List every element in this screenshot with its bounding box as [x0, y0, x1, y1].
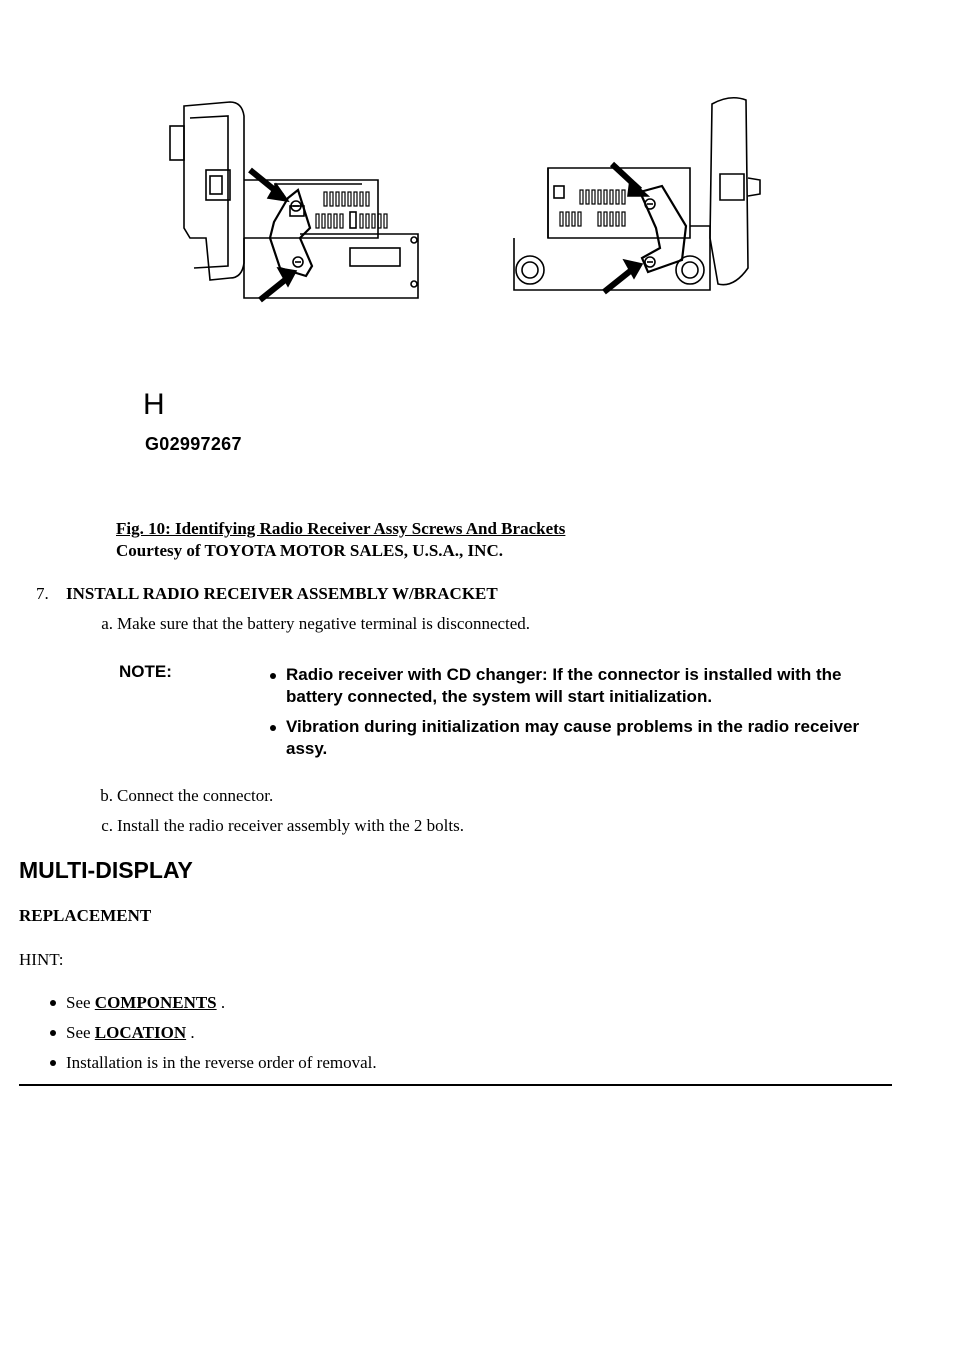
- bullet-icon: [50, 1060, 56, 1066]
- bullet-icon: [50, 1000, 56, 1006]
- hint-list: [48, 992, 377, 1082]
- substep-text: Install the radio receiver assembly with the 2 bolts.: [117, 816, 464, 835]
- hint-text: Installation is in the reverse order of removal.: [66, 1053, 377, 1072]
- figure-caption: [116, 518, 565, 562]
- hint-prefix: See: [66, 1023, 95, 1042]
- components-link[interactable]: COMPONENTS: [94, 993, 217, 1012]
- hint-suffix: .: [216, 993, 226, 1012]
- hint-suffix: .: [186, 1023, 195, 1042]
- substep-b: [85, 786, 273, 806]
- note-label: NOTE:: [119, 662, 172, 681]
- substep-letter: a.: [101, 614, 113, 633]
- substep-letter: c.: [101, 816, 113, 835]
- caption-title: Fig. 10: Identifying Radio Receiver Assy Screws And Brackets: [116, 519, 566, 538]
- note-item: [268, 716, 888, 760]
- hint-item: [48, 1022, 377, 1044]
- hint-item: [48, 992, 377, 1014]
- bullet-icon: [270, 725, 276, 731]
- hint-prefix: See: [66, 993, 95, 1012]
- caption-courtesy: Courtesy of TOYOTA MOTOR SALES, U.S.A., INC.: [116, 541, 503, 560]
- bullet-icon: [270, 673, 276, 679]
- substep-c: [85, 816, 464, 836]
- figure-code: G02997267: [145, 434, 242, 454]
- step-7: [36, 584, 498, 604]
- note-text: Radio receiver with CD changer: If the connector is installed with the battery connected, the system will start initialization.: [286, 665, 842, 706]
- hint-label: HINT:: [19, 950, 64, 969]
- substep-text: Make sure that the battery negative terminal is disconnected.: [117, 614, 531, 633]
- step-title: INSTALL RADIO RECEIVER ASSEMBLY W/BRACKET: [66, 584, 498, 603]
- substep-letter: b.: [100, 786, 113, 805]
- hint-item: [48, 1052, 377, 1074]
- substep-text: Connect the connector.: [117, 786, 274, 805]
- note-list: [268, 664, 888, 768]
- substep-a: [85, 614, 530, 634]
- note-text: Vibration during initialization may cause problems in the radio receiver assy.: [286, 717, 860, 758]
- figure-illustration: [150, 88, 790, 468]
- left-radio-unit: [170, 102, 418, 300]
- section-title: MULTI-DISPLAY: [19, 857, 193, 883]
- right-radio-unit: [514, 98, 760, 292]
- step-number: 7.: [36, 584, 49, 603]
- note-item: [268, 664, 888, 708]
- bullet-icon: [50, 1030, 56, 1036]
- figure-letter: H: [143, 388, 165, 421]
- horizontal-divider: [19, 1084, 892, 1086]
- location-link[interactable]: LOCATION: [94, 1023, 187, 1042]
- subsection-title: REPLACEMENT: [19, 906, 152, 925]
